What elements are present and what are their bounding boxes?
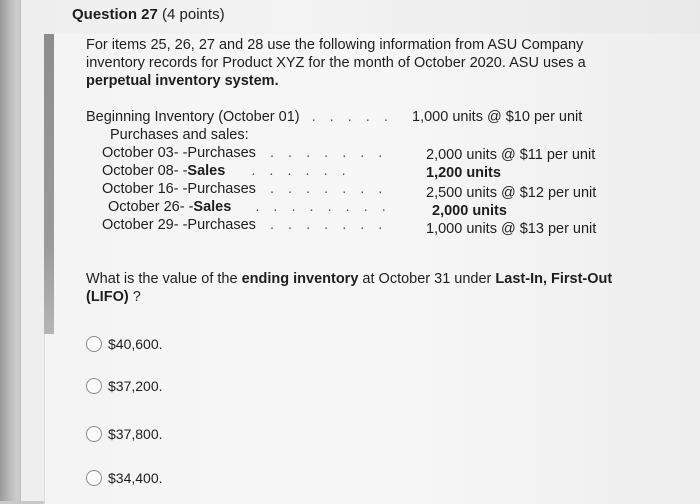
radio-button[interactable] bbox=[86, 470, 102, 486]
inventory-row-label: October 16- -Purchases . . . . . . . bbox=[102, 181, 388, 197]
answer-option-label: $37,200. bbox=[108, 378, 163, 394]
inventory-row-label: Beginning Inventory (October 01) . . . . . bbox=[86, 109, 393, 125]
leader-dots: . . . . . . . bbox=[269, 145, 388, 161]
question-intro bbox=[86, 36, 646, 90]
inventory-row-value: 1,000 units @ $10 per unit bbox=[412, 109, 583, 125]
leader-dots: . . . . . . bbox=[251, 163, 351, 179]
answer-option-3[interactable] bbox=[86, 423, 163, 445]
question-points: (4 points) bbox=[162, 6, 225, 23]
answer-option-2[interactable] bbox=[86, 375, 163, 397]
inventory-row-label: October 08- -Sales . . . . . . bbox=[102, 163, 351, 179]
inventory-row-label: Purchases and sales: bbox=[110, 127, 249, 143]
question-title: Question 27 bbox=[72, 6, 158, 23]
prompt-emphasis: Last-In, First-Out (LIFO) bbox=[86, 271, 613, 305]
answer-option-label: $34,400. bbox=[108, 470, 163, 486]
intro-line: inventory records for Product XYZ for the month of October 2020. ASU uses a bbox=[86, 55, 586, 71]
radio-button[interactable] bbox=[86, 378, 102, 394]
binder-edge bbox=[0, 0, 18, 501]
answer-option-label: $40,600. bbox=[108, 336, 163, 352]
inventory-row-value: 2,500 units @ $12 per unit bbox=[426, 185, 597, 201]
leader-dots: . . . . . bbox=[311, 109, 393, 125]
inventory-row-label: October 29- -Purchases . . . . . . . bbox=[102, 217, 388, 233]
leader-dots: . . . . . . . . bbox=[255, 199, 391, 215]
radio-button[interactable] bbox=[86, 336, 102, 352]
inventory-row-label: October 03- -Purchases . . . . . . . bbox=[102, 145, 388, 161]
answer-option-1[interactable] bbox=[86, 333, 163, 355]
leader-dots: . . . . . . . bbox=[269, 181, 388, 197]
intro-line-bold: perpetual inventory system. bbox=[86, 73, 279, 89]
prompt-emphasis: ending inventory bbox=[241, 271, 359, 287]
leader-dots: . . . . . . . bbox=[269, 217, 388, 233]
inventory-row-value: 1,000 units @ $13 per unit bbox=[426, 221, 597, 237]
question-header bbox=[72, 6, 225, 23]
inventory-row-label: October 26- -Sales . . . . . . . . bbox=[108, 199, 391, 215]
answer-option-4[interactable] bbox=[86, 467, 163, 489]
question-prompt: What is the value of the ending inventory at October 31 under Last-In, First-Out (LIFO) ? bbox=[86, 271, 613, 305]
intro-line: For items 25, 26, 27 and 28 use the following information from ASU Company bbox=[86, 37, 584, 53]
inventory-row-value: 2,000 units @ $11 per unit bbox=[426, 147, 596, 163]
radio-button[interactable] bbox=[86, 426, 102, 442]
inventory-row-value: 2,000 units bbox=[432, 203, 507, 219]
answer-option-label: $37,800. bbox=[108, 426, 163, 442]
question-accent-bar bbox=[44, 34, 54, 334]
inventory-row-value: 1,200 units bbox=[426, 165, 501, 181]
